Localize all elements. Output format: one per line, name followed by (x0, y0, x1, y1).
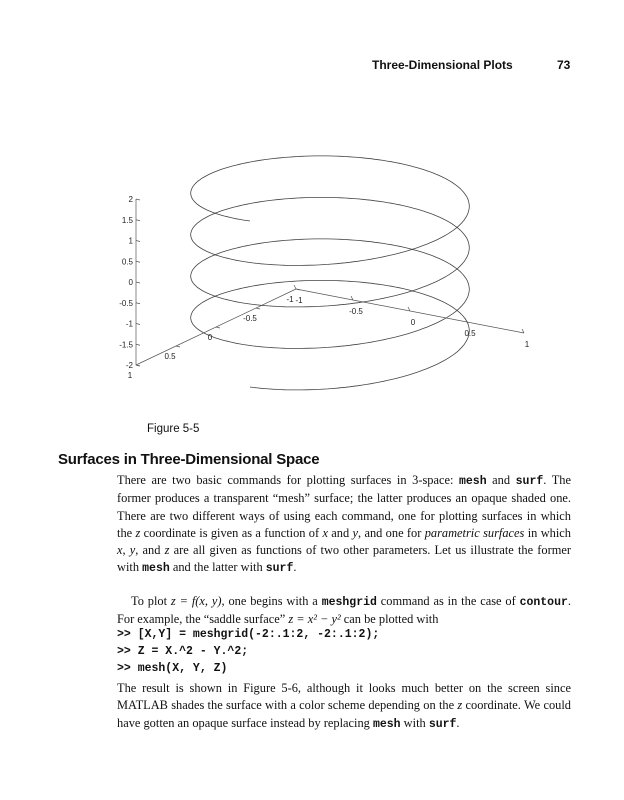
x-tick-label: -1 (286, 295, 294, 304)
z-tick-mark (136, 199, 140, 200)
x-tick-mark (136, 365, 140, 366)
z-axis-ticks (119, 195, 140, 370)
code-line: >> mesh(X, Y, Z) (117, 662, 228, 675)
z-tick-mark (136, 303, 140, 304)
z-tick-label: -1 (125, 319, 133, 329)
z-tick-label: -2 (125, 361, 133, 370)
page-number: 73 (557, 58, 571, 72)
code-line: >> Z = X.^2 - Y.^2; (117, 645, 249, 658)
code-block (117, 626, 379, 677)
y-tick-label: 1 (524, 340, 530, 349)
z-tick-label: 1.5 (121, 215, 133, 225)
z-tick-mark (136, 220, 140, 221)
z-tick-mark (136, 241, 140, 242)
y-tick-label: 0 (410, 318, 416, 327)
z-tick-mark (136, 344, 140, 345)
z-tick-label: 2 (128, 195, 133, 204)
axes-frame (136, 199, 524, 365)
z-tick-label: 0.5 (121, 257, 133, 267)
y-axis-ticks (294, 285, 530, 349)
z-tick-label: 0 (128, 278, 133, 287)
z-tick-label: -1.5 (119, 340, 133, 350)
section-heading: Surfaces in Three-Dimensional Space (58, 451, 320, 468)
z-tick-label: -0.5 (119, 298, 133, 308)
paragraph-3: The result is shown in Figure 5-6, although it looks much better on the screen since MATLAB shades the surface with a color scheme depending on the z coordinate. We could have gotten an opaque surface instead by replacing mesh with surf. (117, 681, 571, 731)
x-tick-label: 0 (207, 333, 213, 342)
code-line: >> [X,Y] = meshgrid(-2:.1:2, -2:.1:2); (117, 628, 380, 641)
figure-caption: Figure 5-5 (147, 423, 200, 435)
running-head-title: Three-Dimensional Plots (372, 58, 513, 72)
x-tick-mark (216, 327, 220, 328)
y-tick-label: -0.5 (349, 307, 363, 316)
x-tick-label: 1 (127, 371, 133, 380)
z-tick-mark (136, 282, 140, 283)
y-tick-mark (294, 285, 296, 289)
y-tick-label: 0.5 (464, 329, 476, 338)
z-tick-label: 1 (128, 236, 133, 246)
z-tick-mark (136, 324, 140, 325)
x-tick-mark (296, 289, 300, 290)
x-tick-mark (256, 308, 260, 309)
paragraph-1: There are two basic commands for plotting surfaces in 3-space: mesh and surf. The former produces a transparent “mesh” surface; the latter produces an opaque shaded one. There are two different ways of using each command, one for plotting surfaces in which the z coordinate is given as a function of x and y, and one for parametric surfaces in which x, y, and z are all given as functions of two other parameters. Let us illustrate the former with mesh and the latter with surf. (117, 473, 571, 576)
x-tick-label: 0.5 (164, 352, 176, 361)
y-tick-label: -1 (295, 296, 303, 305)
x-tick-mark (176, 346, 180, 347)
z-tick-mark (136, 261, 140, 262)
helix-curve (191, 156, 470, 390)
x-tick-label: -0.5 (243, 314, 257, 323)
paragraph-2: To plot z = f(x, y), one begins with a meshgrid command as in the case of contour. For example, the “saddle surface” z = x² − y² can be plotted with (117, 594, 571, 627)
